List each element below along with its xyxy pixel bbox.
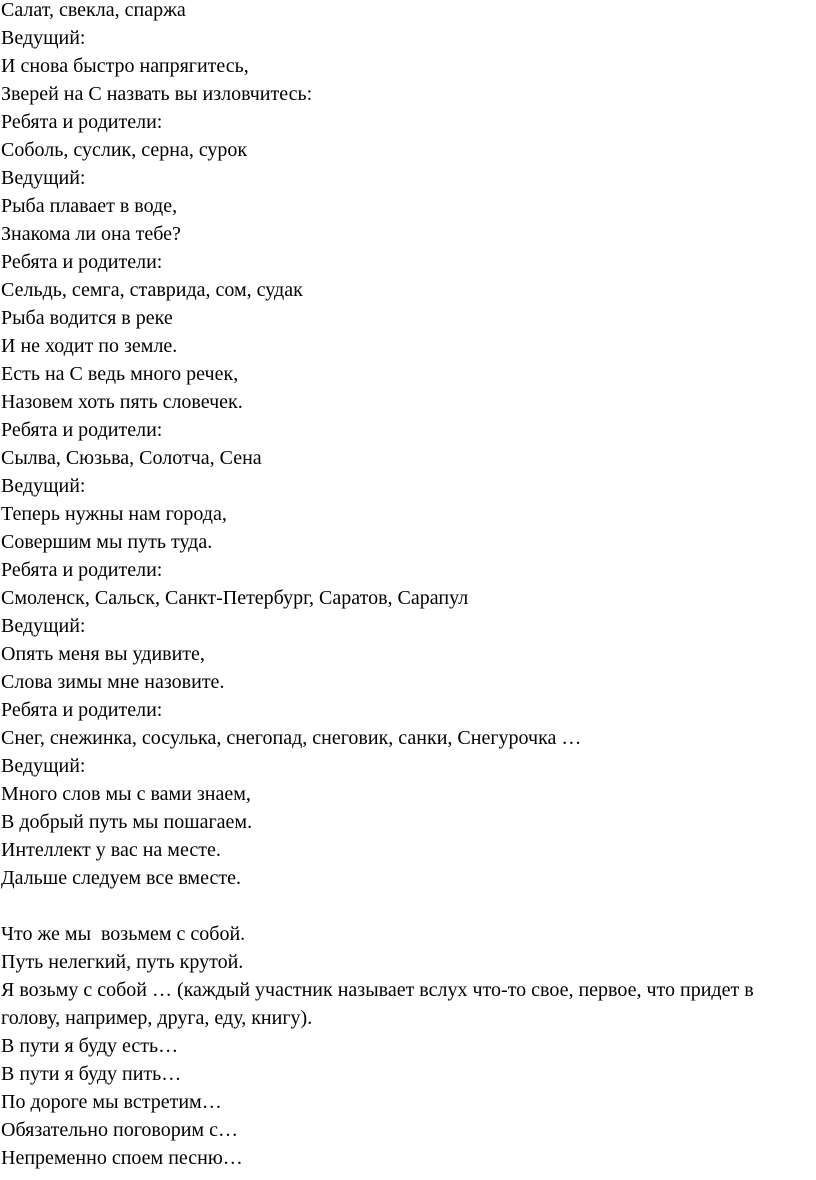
text-line: Есть на С ведь много речек,: [1, 363, 239, 385]
text-line: Снег, снежинка, сосулька, снегопад, снеговик, санки, Снегурочка …: [1, 727, 582, 749]
text-line: Совершим мы путь туда.: [1, 531, 213, 553]
text-line: Что же мы возьмем с собой.: [1, 923, 246, 945]
game-section: [0, 920, 816, 1172]
text-line: Ребята и родители:: [1, 699, 163, 721]
text-line: И снова быстро напрягитесь,: [1, 55, 249, 77]
text-line: Ведущий:: [1, 475, 86, 497]
text-line: Ведущий:: [1, 615, 86, 637]
text-line: Ребята и родители:: [1, 559, 163, 581]
text-line: Знакома ли она тебе?: [1, 223, 181, 245]
text-line: Соболь, суслик, серна, сурок: [1, 139, 248, 161]
text-line: Салат, свекла, спаржа: [1, 0, 186, 21]
text-line: Рыба плавает в воде,: [1, 195, 178, 217]
text-line: Ребята и родители:: [1, 251, 163, 273]
text-line: И не ходит по земле.: [1, 335, 178, 357]
text-line: Смоленск, Сальск, Санкт-Петербург, Саратов, Сарапул: [1, 587, 469, 609]
text-line: Ведущий:: [1, 27, 86, 49]
text-line: Ребята и родители:: [1, 111, 163, 133]
text-line: Сылва, Сюзьва, Солотча, Сена: [1, 447, 262, 469]
text-line: Ребята и родители:: [1, 419, 163, 441]
text-line: Ведущий:: [1, 755, 86, 777]
text-line: По дороге мы встретим…: [1, 1091, 222, 1113]
text-line: Рыба водится в реке: [1, 307, 173, 329]
text-line: Обязательно поговорим с…: [1, 1119, 238, 1141]
text-line: Опять меня вы удивите,: [1, 643, 205, 665]
text-line: Зверей на С назвать вы изловчитесь:: [1, 83, 313, 105]
text-line: В пути я буду пить…: [1, 1063, 182, 1085]
text-line: Слова зимы мне назовите.: [1, 671, 225, 693]
text-line: Непременно споем песню…: [1, 1147, 243, 1169]
text-line: Ведущий:: [1, 167, 86, 189]
text-line: Много слов мы с вами знаем,: [1, 783, 251, 805]
text-line: Назовем хоть пять словечек.: [1, 391, 243, 413]
text-paragraph: Я возьму с собой … (каждый участник называет вслух что-то свое, первое, что придет в голову, например, друга, еду, книгу).: [1, 979, 754, 1029]
text-line: Сельдь, семга, ставрида, сом, судак: [1, 279, 303, 301]
text-line: В пути я буду есть…: [1, 1035, 179, 1057]
text-line: В добрый путь мы пошагаем.: [1, 811, 253, 833]
text-line: Путь нелегкий, путь крутой.: [1, 951, 244, 973]
text-line: Интеллект у вас на месте.: [1, 839, 221, 861]
text-line: Теперь нужны нам города,: [1, 503, 227, 525]
text-line: Дальше следуем все вместе.: [1, 867, 241, 889]
blank-line: [0, 892, 816, 920]
